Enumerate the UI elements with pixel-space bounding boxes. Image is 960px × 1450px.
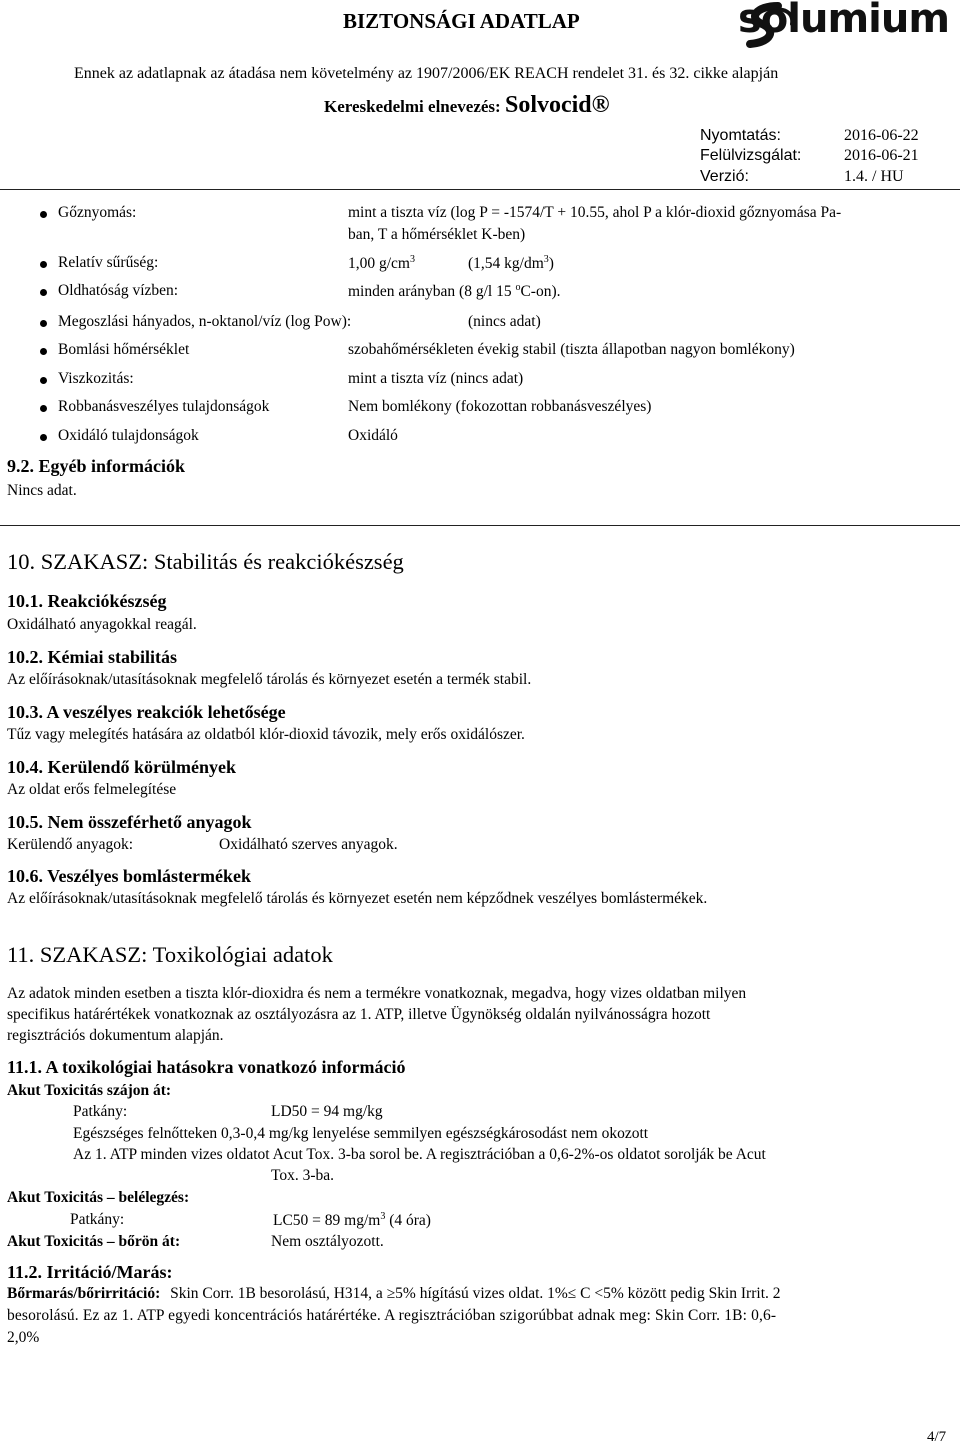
print-date: 2016-06-22 [844,127,919,144]
section-9-2-text: Nincs adat. [7,482,77,499]
section-10-5-heading: 10.5. Nem összeférhető anyagok [7,812,252,832]
vapor-line1: mint a tiszta víz (log P = -1574/T + 10.55, ahol P a klór-dioxid gőznyomása Pa- [348,204,842,221]
section-11-heading: 11. SZAKASZ: Toxikológiai adatok [7,942,333,967]
section-divider [0,525,960,526]
solubility-value: minden arányban (8 g/l 15 $^o$C-on). [348,282,561,301]
section-10-5-label: Kerülendő anyagok: [7,836,134,853]
section-11-1-heading: 11.1. A toxikológiai hatásokra vonatkozó információ [7,1057,406,1077]
atp-note-1: Az 1. ATP minden vizes oldatot Acut Tox. 3-ba sorol be. A regisztrációban a 0,6-2%-os oldatot sorolják be Acut [73,1146,766,1163]
version-label: Verzió: [700,168,749,185]
irritation-line-2: besorolású. Ez az 1. ATP egyedi koncentrációs határértéke. A regisztrációban szigorúbbat adnak meg: Skin Corr. 1B: 0,6- [7,1307,777,1324]
trade-name: Solvocid® [504,92,610,118]
section-10-2-text: Az előírásoknak/utasításoknak megfelelő tárolás és környezet esetén a termék stabil. [7,671,532,688]
section-10-3-text: Tűz vagy melegítés hatására az oldatból klór-dioxid távozik, mely erős oxidálószer. [7,726,525,743]
section-11-intro-2: specifikus határértékek vonatkoznak az osztályozásra az 1. ATP, illetve Ügynökség oldalán nyilvánosságra hozott [7,1006,711,1023]
section-10-6-text: Az előírásoknak/utasításoknak megfelelő tárolás és környezet esetén nem képződnek veszélyes bomlástermékek. [7,890,708,907]
solumium-logo [738,2,956,48]
reach-notice: Ennek az adatlapnak az átadása nem követelmény az 1907/2006/EK REACH rendelet 31. és 32. cikke alapján [74,65,779,82]
print-label: Nyomtatás: [700,127,781,144]
bullet-icon [40,320,47,327]
partition-label: Megoszlási hányados, n-oktanol/víz (log Pow): [58,313,352,330]
irritation-text-1: Skin Corr. 1B besorolású, H314, a ≥5% hígítású vizes oldat. 1%≤ C <5% között pedig Skin Irrit. 2 [170,1285,781,1302]
oral-toxicity-label: Akut Toxicitás szájon át: [7,1082,172,1099]
section-10-2-heading: 10.2. Kémiai stabilitás [7,647,177,667]
decomp-value: szobahőmérsékleten évekig stabil (tiszta állapotban nagyon bomlékony) [348,341,795,358]
document-title: BIZTONSÁGI ADATLAP [343,9,580,33]
irritation-line-1 [7,1285,781,1303]
explosive-label: Robbanásveszélyes tulajdonságok [58,398,270,415]
viscosity-value: mint a tiszta víz (nincs adat) [348,370,524,387]
adult-note: Egészséges felnőtteken 0,3-0,4 mg/kg lenyelése semmilyen egészségkárosodást nem okozott [73,1125,649,1142]
atp-note-2: Tox. 3-ba. [271,1167,335,1184]
rat-oral-value: LD50 = 94 mg/kg [271,1103,383,1120]
oxidizing-label: Oxidáló tulajdonságok [58,427,199,444]
irritation-label: Bőrmarás/bőrirritáció: [7,1285,161,1302]
section-10-1-text: Oxidálható anyagokkal reagál. [7,616,197,633]
section-11-2-heading: 11.2. Irritáció/Marás: [7,1262,173,1282]
bullet-icon [40,261,47,268]
header-divider [0,189,960,190]
section-10-heading: 10. SZAKASZ: Stabilitás és reakciókészség [7,549,404,574]
vapor-line2: ban, T a hőmérséklet K-ben) [348,226,526,243]
rat-inhalation-label: Patkány: [70,1211,125,1228]
section-10-1-heading: 10.1. Reakciókészség [7,591,167,611]
density-label: Relatív sűrűség: [58,254,159,271]
density-value-a: 1,00 $g/cm^3$ [348,254,415,273]
density-value-b: (1,54 $kg/dm^3$) [468,254,554,273]
bullet-icon [40,405,47,412]
dermal-toxicity-label: Akut Toxicitás – bőrön át: [7,1233,181,1250]
bullet-icon [40,348,47,355]
section-10-4-heading: 10.4. Kerülendő körülmények [7,757,237,777]
explosive-value: Nem bomlékony (fokozottan robbanásveszélyes) [348,398,652,415]
section-10-6-heading: 10.6. Veszélyes bomlástermékek [7,866,251,886]
trade-name-row [324,92,610,119]
bullet-icon [40,289,47,296]
section-9-2-heading: 9.2. Egyéb információk [7,456,185,476]
bullet-icon [40,377,47,384]
section-11-intro-1: Az adatok minden esetben a tiszta klór-dioxidra és nem a termékre vonatkoznak, megadva, hogy vizes oldatban milyen [7,985,747,1002]
decomp-label: Bomlási hőmérséklet [58,341,190,358]
solubility-label: Oldhatóság vízben: [58,282,179,299]
rat-oral-label: Patkány: [73,1103,128,1120]
bullet-icon [40,211,47,218]
page-number: 4/7 [927,1429,947,1445]
review-label: Felülvizsgálat: [700,147,802,164]
vapor-label: Gőznyomás: [58,204,137,221]
section-10-4-text: Az oldat erős felmelegítése [7,781,177,798]
trade-name-label: Kereskedelmi elnevezés: [324,97,501,116]
viscosity-label: Viszkozitás: [58,370,134,387]
inhalation-toxicity-label: Akut Toxicitás – belélegzés: [7,1189,190,1206]
dermal-toxicity-value: Nem osztályozott. [271,1233,384,1250]
irritation-line-3: 2,0% [7,1329,40,1346]
version: 1.4. / HU [844,168,904,185]
oxidizing-value: Oxidáló [348,427,398,444]
section-10-5-value: Oxidálható szerves anyagok. [219,836,398,853]
section-11-intro-3: regisztrációs dokumentum alapján. [7,1027,224,1044]
bullet-icon [40,434,47,441]
review-date: 2016-06-21 [844,147,919,164]
rat-inhalation-value: LC50 = 89 $mg/m^3$ (4 óra) [273,1211,431,1230]
section-10-3-heading: 10.3. A veszélyes reakciók lehetősége [7,702,286,722]
logo-wordmark: solumium [738,0,950,42]
partition-value: (nincs adat) [468,313,541,330]
